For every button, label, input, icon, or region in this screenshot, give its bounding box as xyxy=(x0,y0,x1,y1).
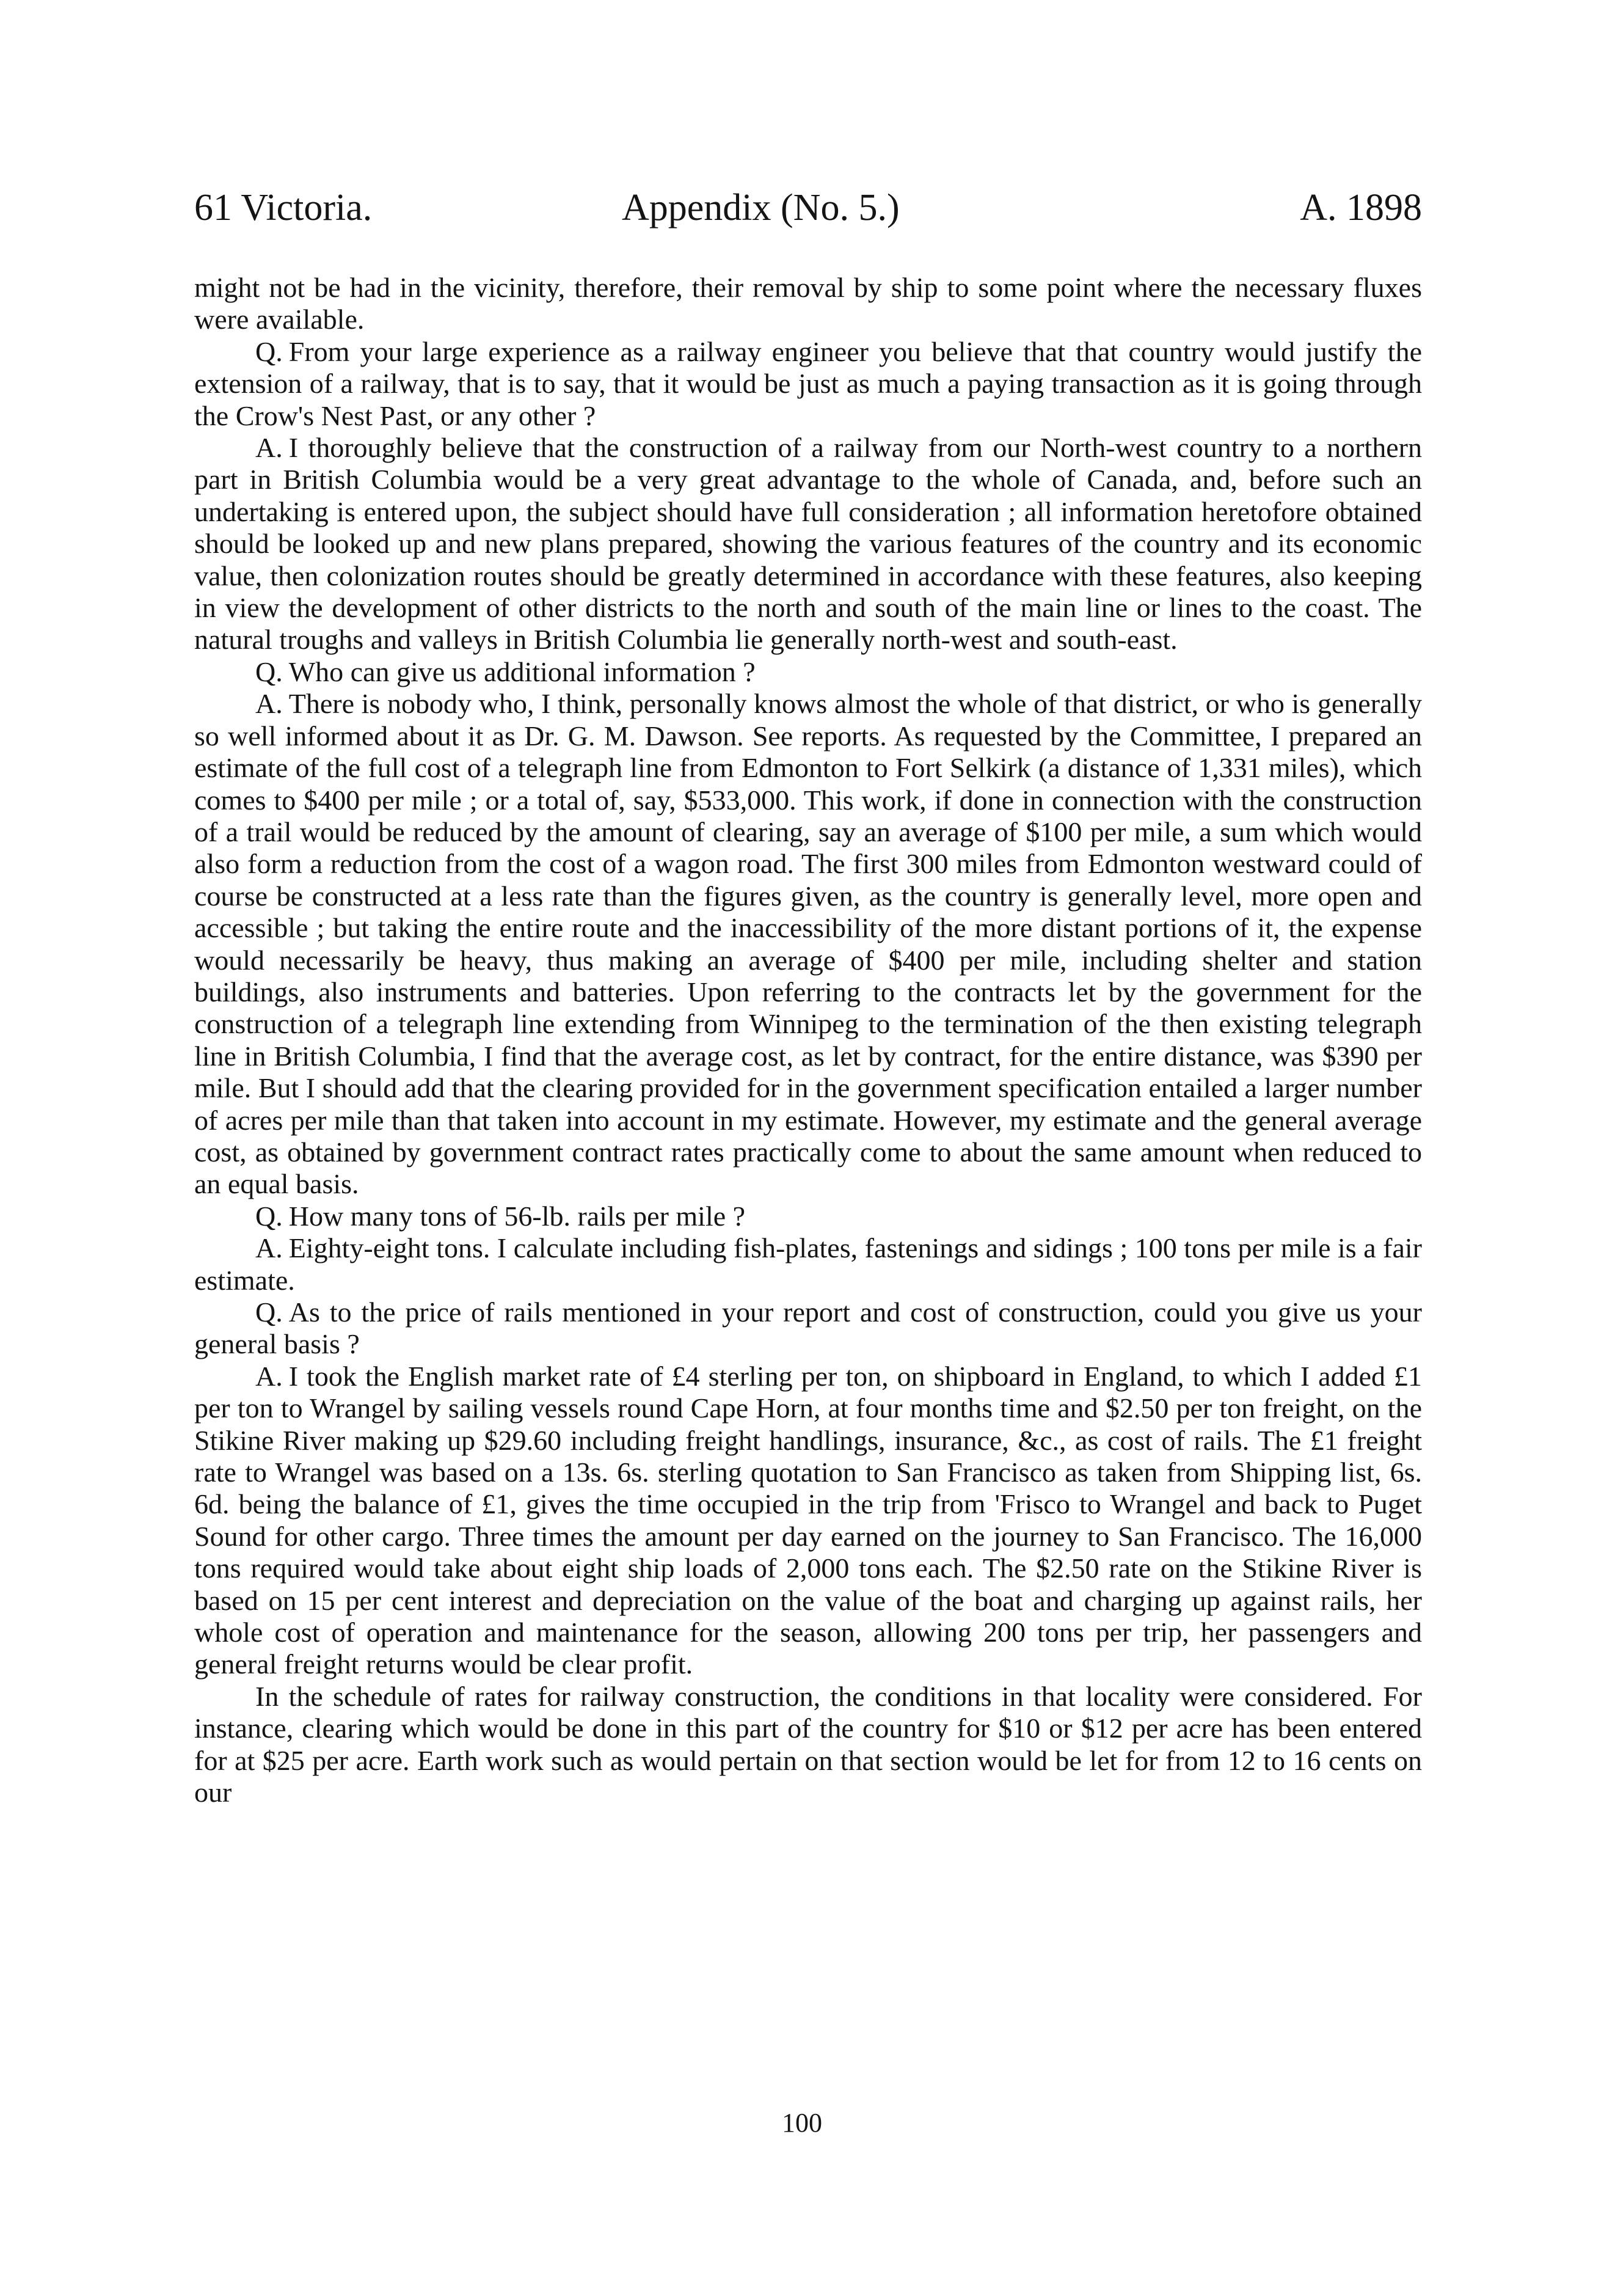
speaker-label: Q. xyxy=(255,1200,283,1232)
paragraph-text: Who can give us additional information ? xyxy=(288,656,756,687)
question-paragraph xyxy=(194,1296,1422,1361)
paragraph-text: might not be had in the vicinity, therefore, their removal by ship to some point where the necessary fluxes were available. xyxy=(194,272,1422,335)
question-paragraph xyxy=(194,336,1422,432)
paragraph-continuation xyxy=(194,272,1422,336)
answer-paragraph xyxy=(194,1361,1422,1681)
paragraph-text: As to the price of rails mentioned in your report and cost of construction, could you give us your general basis ? xyxy=(194,1296,1422,1360)
speaker-label: Q. xyxy=(255,335,283,367)
answer-paragraph xyxy=(194,688,1422,1201)
year-label: A. 1898 xyxy=(1300,187,1422,229)
paragraph-text: From your large experience as a railway engineer you believe that that country would justify the extension of a railway, that is to say, that it would be just as much a paying transaction as it is going through the Crow's Nest Past, or any other ? xyxy=(194,335,1422,431)
session-label: 61 Victoria. xyxy=(194,187,373,229)
paragraph-text: I thoroughly believe that the construction of a railway from our North-west country to a northern part in British Columbia would be a very great advantage to the whole of Canada, and, before such an undertaking is entered upon, the subject should have full consideration ; all information heretofore obtained should be looked up and new plans prepared, showing the various features of the country and its economic value, then colonization routes should be greatly determined in accordance with these features, also keeping in view the development of other districts to the north and south of the main line or lines to the coast. The natural troughs and valleys in British Columbia lie generally north-west and south-east. xyxy=(194,432,1422,656)
speaker-label: A. xyxy=(255,688,283,720)
answer-paragraph xyxy=(194,432,1422,656)
speaker-label: Q. xyxy=(255,656,283,687)
paragraph-text: In the schedule of rates for railway construction, the conditions in that locality were considered. For instance, clearing which would be done in this part of the country for $10 or $12 per acre has been entered for at $25 per acre. Earth work such as would pertain on that section would be let for from 12 to 16 cents on our xyxy=(194,1680,1422,1808)
question-paragraph xyxy=(194,656,1422,688)
paragraph-rate-schedule xyxy=(194,1681,1422,1809)
question-paragraph xyxy=(194,1201,1422,1232)
paragraph-text: Eighty-eight tons. I calculate including fish-plates, fastenings and sidings ; 100 tons per mile is a fair estimate. xyxy=(194,1232,1422,1296)
speaker-label: A. xyxy=(255,1360,283,1392)
speaker-label: Q. xyxy=(255,1296,283,1328)
body-text xyxy=(194,272,1422,1809)
paragraph-text: How many tons of 56-lb. rails per mile ? xyxy=(288,1200,746,1232)
speaker-label: A. xyxy=(255,432,283,464)
page-header xyxy=(194,177,1422,238)
appendix-label: Appendix (No. 5.) xyxy=(622,187,900,229)
answer-paragraph xyxy=(194,1232,1422,1296)
speaker-label: A. xyxy=(255,1232,283,1264)
paragraph-text: There is nobody who, I think, personally knows almost the whole of that district, or who is generally so well informed about it as Dr. G. M. Dawson. See reports. As requested by the Committee, I prepared an estimate of the full cost of a telegraph line from Edmonton to Fort Selkirk (a distance of 1,331 miles), which comes to $400 per mile ; or a total of, say, $533,000. This work, if done in connection with the construction of a trail would be reduced by the amount of clearing, say an average of $100 per mile, a sum which would also form a reduction from the cost of a wagon road. The first 300 miles from Edmonton westward could of course be constructed at a less rate than the figures given, as the country is generally level, more open and accessible ; but taking the entire route and the inaccessibility of the more distant portions of it, the expense would necessarily be heavy, thus making an average of $400 per mile, including shelter and station buildings, also instruments and batteries. Upon referring to the contracts let by the government for the construction of a telegraph line extending from Winnipeg to the termination of the then existing telegraph line in British Columbia, I find that the average cost, as let by contract, for the entire distance, was $390 per mile. But I should add that the clearing provided for in the government specification entailed a larger number of acres per mile than that taken into account in my estimate. However, my estimate and the general average cost, as obtained by government contract rates practically come to about the same amount when reduced to an equal basis. xyxy=(194,688,1422,1200)
page-number: 100 xyxy=(782,2108,822,2138)
paragraph-text: I took the English market rate of £4 sterling per ton, on shipboard in England, to which I added £1 per ton to Wrangel by sailing vessels round Cape Horn, at four months time and $2.50 per ton freight, on the Stikine River making up $29.60 including freight handlings, insurance, &c., as cost of rails. The £1 freight rate to Wrangel was based on a 13s. 6s. sterling quotation to San Francisco as taken from Shipping list, 6s. 6d. being the balance of £1, gives the time occupied in the trip from 'Frisco to Wrangel and back to Puget Sound for other cargo. Three times the amount per day earned on the journey to San Francisco. The 16,000 tons required would take about eight ship loads of 2,000 tons each. The $2.50 rate on the Stikine River is based on 15 per cent interest and depreciation on the value of the boat and charging up against rails, her whole cost of operation and maintenance for the season, allowing 200 tons per trip, her passengers and general freight returns would be clear profit. xyxy=(194,1360,1422,1680)
